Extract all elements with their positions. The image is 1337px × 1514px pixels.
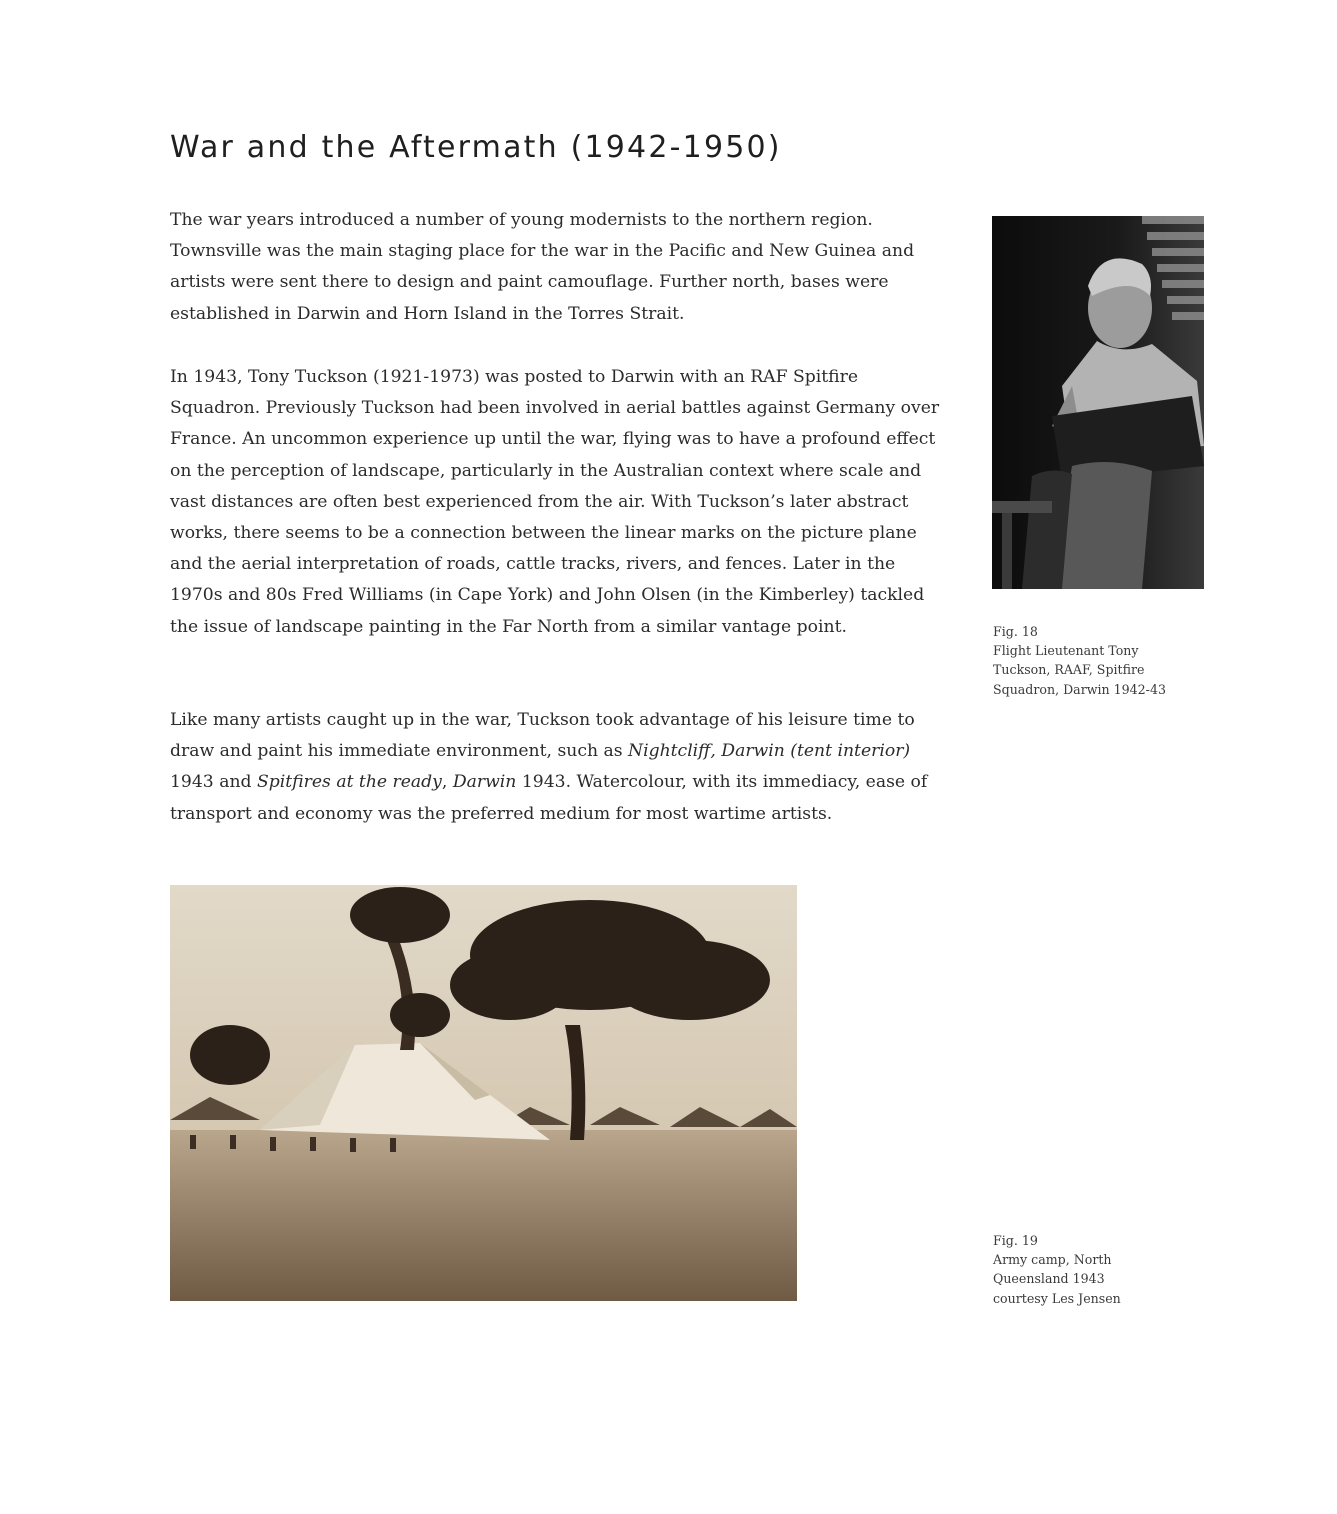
caption-fig-18-line-1: Flight Lieutenant Tony xyxy=(993,643,1139,659)
caption-fig-18-line-2: Tuckson, RAAF, Spitfire xyxy=(993,662,1145,678)
p3-text-4: 1943. Watercolour, with its immediacy, ease of transport and economy was the preferred medium for most wartime artists. xyxy=(170,772,928,824)
caption-fig-18-line-3: Squadron, Darwin 1942-43 xyxy=(993,681,1166,697)
artwork-title-nightcliff: Nightcliff, Darwin (tent interior) xyxy=(628,741,911,762)
paragraph-wartime-artists xyxy=(170,705,945,830)
caption-fig-19 xyxy=(993,1231,1203,1308)
paragraph-intro: The war years introduced a number of young modernists to the northern region. Townsville was the main staging place for the war in the Pacific and New Guinea and artists were sent there to design and paint camouflage. Further north, bases were established in Darwin and Horn Island in the Torres Strait. xyxy=(170,210,915,324)
caption-fig-19-line-3: courtesy Les Jensen xyxy=(993,1290,1121,1306)
caption-fig-18 xyxy=(993,622,1203,699)
caption-fig-18-label: Fig. 18 xyxy=(993,624,1038,639)
photo-army-camp-image xyxy=(170,885,797,1301)
caption-fig-19-label: Fig. 19 xyxy=(993,1233,1038,1248)
caption-fig-19-line-1: Army camp, North xyxy=(993,1252,1112,1268)
p3-text-3: , xyxy=(441,772,453,793)
page-title: War and the Aftermath (1942-1950) xyxy=(170,130,782,165)
p3-text-1: Like many artists caught up in the war, Tuckson took advantage of his leisure time to draw and paint his immediate environment, such as xyxy=(170,710,915,762)
photo-tony-tuckson xyxy=(992,216,1204,589)
caption-fig-19-line-2: Queensland 1943 xyxy=(993,1271,1105,1287)
paragraph-tuckson: In 1943, Tony Tuckson (1921-1973) was posted to Darwin with an RAF Spitfire Squadron. Previously Tuckson had been involved in aerial battles against Germany over France. An uncommon experience up until the war, flying was to have a profound effect on the perception of landscape, particularly in the Australian context where scale and vast distances are often best experienced from the air. With Tuckson’s later abstract works, there seems to be a connection between the linear marks on the picture plane and the aerial interpretation of roads, cattle tracks, rivers, and fences. Later in the 1970s and 80s Fred Williams (in Cape York) and John Olsen (in the Kimberley) tackled the issue of landscape painting in the Far North from a similar vantage point. xyxy=(170,367,940,637)
p3-text-2: 1943 and xyxy=(170,772,257,793)
photo-tony-tuckson-image xyxy=(992,216,1204,589)
photo-army-camp xyxy=(170,885,797,1301)
artwork-title-darwin: Darwin xyxy=(452,772,517,793)
artwork-title-spitfires: Spitfires at the ready xyxy=(257,772,442,793)
